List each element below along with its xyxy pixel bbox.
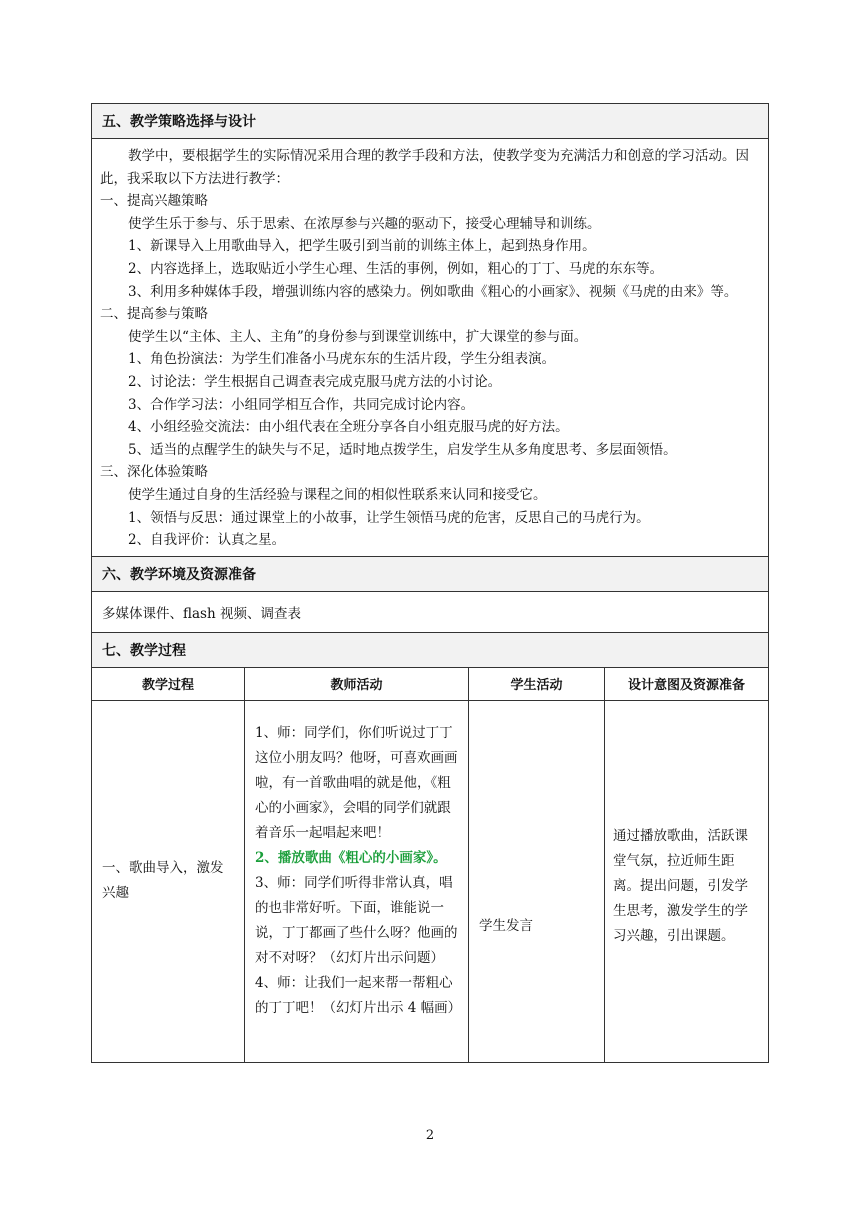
page-number: 2	[425, 1128, 435, 1143]
column-header: 教学过程	[92, 667, 245, 700]
document-page	[91, 103, 768, 1063]
strategy3-title: 三、深化体验策略	[100, 464, 208, 481]
strategy2-item: 3、合作学习法：小组同学相互合作，共同完成讨论内容。	[128, 396, 475, 413]
lesson-plan-table	[91, 103, 769, 1063]
strategy3-item: 2、自我评价：认真之星。	[128, 532, 286, 549]
column-header: 设计意图及资源准备	[605, 667, 769, 700]
teacher-step: 3、师：同学们听得非常认真，唱的也非常好听。下面，谁能说一说，丁丁都画了些什么呀？他画的对不对呀？（幻灯片出示问题）	[255, 874, 458, 966]
strategy2-item: 2、讨论法：学生根据自己调查表完成克服马虎方法的小讨论。	[128, 373, 502, 390]
student-activity: 学生发言	[469, 700, 605, 1062]
teacher-step: 4、师：让我们一起来帮一帮粗心的丁丁吧！（幻灯片出示 4 幅画）	[255, 974, 462, 1016]
strategy1-item: 2、内容选择上，选取贴近小学生心理、生活的事例，例如，粗心的丁丁、马虎的东东等。	[128, 260, 664, 277]
column-header: 学生活动	[469, 667, 605, 700]
section6-heading: 六、教学环境及资源准备	[92, 556, 769, 591]
design-intent: 通过播放歌曲，活跃课堂气氛，拉近师生距离。提出问题，引发学生思考，激发学生的学习兴趣，引出课题。	[605, 700, 769, 1062]
strategy1-title: 一、提高兴趣策略	[100, 193, 208, 210]
strategy1-item: 1、新课导入上用歌曲导入，把学生吸引到当前的训练主体上，起到热身作用。	[128, 238, 596, 255]
strategy2-item: 1、角色扮演法：为学生们准备小马虎东东的生活片段，学生分组表演。	[128, 351, 556, 368]
strategy3-desc: 使学生通过自身的生活经验与课程之间的相似性联系来认同和接受它。	[128, 486, 547, 503]
intro-paragraph: 教学中，要根据学生的实际情况采用合理的教学手段和方法，使教学变为充满活力和创意的学习活动。因此，我采取以下方法进行教学：	[100, 148, 749, 187]
teacher-step: 1、师：同学们，你们听说过丁丁这位小朋友吗？他呀，可喜欢画画啦，有一首歌曲唱的就是他，《粗心的小画家》，会唱的同学们就跟着音乐一起唱起来吧！	[255, 724, 458, 841]
section5-heading: 五、教学策略选择与设计	[92, 104, 769, 139]
process-stage: 一、歌曲导入，激发兴趣	[92, 700, 245, 1062]
teacher-step-highlight: 2、播放歌曲《粗心的小画家》。	[255, 849, 447, 866]
section5-body	[92, 139, 769, 557]
table-row	[92, 700, 769, 1062]
strategy2-desc: 使学生以“主体、主人、主角”的身份参与到课堂训练中，扩大课堂的参与面。	[128, 328, 588, 345]
strategy3-item: 1、领悟与反思：通过课堂上的小故事，让学生领悟马虎的危害，反思自己的马虎行为。	[128, 509, 650, 526]
section7-heading: 七、教学过程	[92, 632, 769, 667]
strategy2-item: 4、小组经验交流法：由小组代表在全班分享各自小组克服马虎的好方法。	[128, 419, 569, 436]
teacher-activity	[245, 700, 469, 1062]
section6-content: 多媒体课件、flash 视频、调查表	[92, 591, 769, 632]
column-header: 教师活动	[245, 667, 469, 700]
strategy2-title: 二、提高参与策略	[100, 306, 208, 323]
strategy2-item: 5、适当的点醒学生的缺失与不足，适时地点拨学生，启发学生从多角度思考、多层面领悟。	[128, 441, 677, 458]
strategy1-item: 3、利用多种媒体手段，增强训练内容的感染力。例如歌曲《粗心的小画家》、视频《马虎的由来》等。	[128, 283, 738, 300]
process-header-row	[92, 667, 769, 700]
strategy1-desc: 使学生乐于参与、乐于思索、在浓厚参与兴趣的驱动下，接受心理辅导和训练。	[128, 215, 601, 232]
